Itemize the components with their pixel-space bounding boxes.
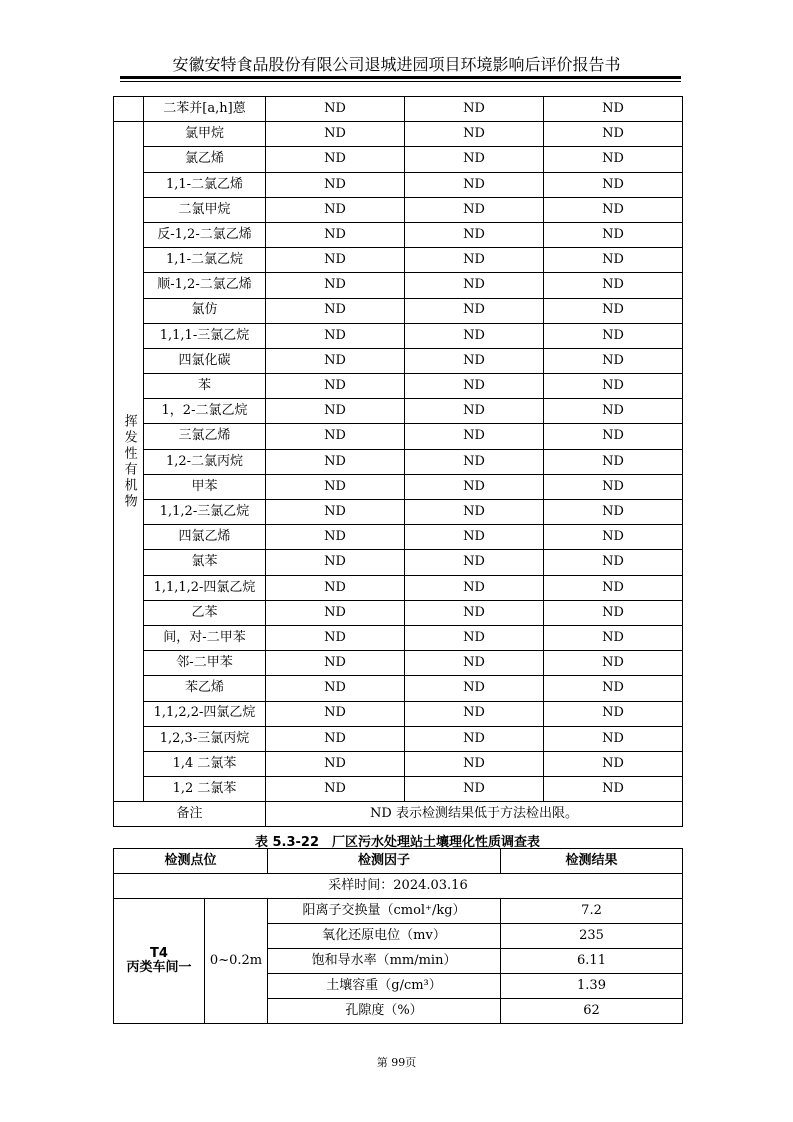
compound-name: 四氯乙烯 (144, 525, 266, 550)
result-cell: ND (544, 625, 683, 650)
result-cell: ND (266, 97, 405, 122)
result-cell: ND (405, 726, 544, 751)
result-cell: ND (544, 172, 683, 197)
compound-name: 二苯并[a,h]蒽 (144, 97, 266, 122)
result-cell: ND (405, 424, 544, 449)
compound-name: 邻-二甲苯 (144, 651, 266, 676)
table-row (114, 676, 683, 701)
result-cell: ND (266, 500, 405, 525)
compound-name: 二氯甲烷 (144, 197, 266, 222)
result-cell: ND (405, 751, 544, 776)
factor-name: 阳离子交换量（cmol⁺/kg） (268, 899, 501, 924)
compound-name: 三氯乙烯 (144, 424, 266, 449)
header-result: 检测结果 (501, 849, 683, 874)
table-row (114, 899, 683, 924)
result-cell: ND (544, 248, 683, 273)
compound-name: 氯苯 (144, 550, 266, 575)
sampling-point-cell (114, 899, 205, 1024)
result-cell: ND (405, 273, 544, 298)
result-cell: ND (266, 147, 405, 172)
result-cell: ND (544, 399, 683, 424)
compound-name: 1,1,1-三氯乙烷 (144, 323, 266, 348)
result-cell: ND (266, 777, 405, 802)
point-name: 丙类车间一 (126, 960, 192, 975)
page-number: 第 99页 (376, 1056, 417, 1069)
compound-name: 氯甲烷 (144, 122, 266, 147)
group-cell-empty (114, 97, 144, 122)
result-cell: ND (544, 97, 683, 122)
result-cell: ND (405, 122, 544, 147)
document-header-title: 安徽安特食品股份有限公司退城进园项目环境影响后评价报告书 (172, 55, 621, 74)
result-cell: ND (266, 298, 405, 323)
result-cell: ND (405, 550, 544, 575)
result-cell: ND (266, 323, 405, 348)
table-row (114, 222, 683, 247)
factor-result: 6.11 (501, 949, 683, 974)
result-cell: ND (405, 348, 544, 373)
result-cell: ND (266, 248, 405, 273)
result-cell: ND (544, 676, 683, 701)
result-cell: ND (405, 147, 544, 172)
result-cell: ND (405, 474, 544, 499)
table-row (114, 726, 683, 751)
result-cell: ND (405, 248, 544, 273)
result-cell: ND (405, 777, 544, 802)
compound-name: 乙苯 (144, 600, 266, 625)
result-cell: ND (544, 122, 683, 147)
table-row (114, 273, 683, 298)
compound-name: 苯 (144, 374, 266, 399)
header-point: 检测点位 (114, 849, 268, 874)
result-cell: ND (266, 600, 405, 625)
result-cell: ND (266, 172, 405, 197)
result-cell: ND (266, 122, 405, 147)
result-cell: ND (266, 525, 405, 550)
factor-result: 1.39 (501, 974, 683, 999)
result-cell: ND (405, 449, 544, 474)
header-factor: 检测因子 (268, 849, 501, 874)
table-row (114, 474, 683, 499)
compound-name: 四氯化碳 (144, 348, 266, 373)
result-cell: ND (544, 550, 683, 575)
result-cell: ND (266, 399, 405, 424)
factor-name: 土壤容重（g/cm³） (268, 974, 501, 999)
result-cell: ND (544, 751, 683, 776)
table-row (114, 97, 683, 122)
table-row (114, 625, 683, 650)
table-row (114, 399, 683, 424)
result-cell: ND (266, 348, 405, 373)
result-cell: ND (405, 575, 544, 600)
result-cell: ND (544, 273, 683, 298)
compound-name: 1,2,3-三氯丙烷 (144, 726, 266, 751)
table-row (114, 348, 683, 373)
result-cell: ND (266, 424, 405, 449)
point-code: T4 (150, 945, 168, 961)
table-row (114, 751, 683, 776)
sampling-time-row (114, 874, 683, 899)
compound-name: 1,2-二氯丙烷 (144, 449, 266, 474)
compound-name: 1,1-二氯乙烷 (144, 248, 266, 273)
table-row (114, 701, 683, 726)
header-rule-thick (120, 76, 681, 79)
result-cell: ND (544, 777, 683, 802)
compound-name: 1,1,2,2-四氯乙烷 (144, 701, 266, 726)
factor-name: 氧化还原电位（mv） (268, 924, 501, 949)
result-cell: ND (544, 651, 683, 676)
result-cell: ND (544, 323, 683, 348)
result-cell: ND (544, 474, 683, 499)
table-row (114, 197, 683, 222)
compound-name: 反-1,2-二氯乙烯 (144, 222, 266, 247)
result-cell: ND (266, 222, 405, 247)
result-cell: ND (266, 197, 405, 222)
table-row (114, 248, 683, 273)
note-label: 备注 (114, 802, 266, 827)
result-cell: ND (405, 625, 544, 650)
result-cell: ND (544, 222, 683, 247)
result-cell: ND (405, 500, 544, 525)
result-cell: ND (266, 751, 405, 776)
table-header-row (114, 849, 683, 874)
result-cell: ND (405, 399, 544, 424)
result-cell: ND (544, 197, 683, 222)
factor-name: 孔隙度（%） (268, 999, 501, 1024)
result-cell: ND (266, 625, 405, 650)
result-cell: ND (266, 374, 405, 399)
result-cell: ND (544, 147, 683, 172)
compound-name: 顺-1,2-二氯乙烯 (144, 273, 266, 298)
result-cell: ND (544, 298, 683, 323)
compound-name: 1,1,1,2-四氯乙烷 (144, 575, 266, 600)
result-cell: ND (266, 273, 405, 298)
result-cell: ND (405, 222, 544, 247)
result-cell: ND (266, 575, 405, 600)
result-cell: ND (405, 525, 544, 550)
table-row (114, 651, 683, 676)
compound-name: 氯仿 (144, 298, 266, 323)
group-label: 挥发性有机物 (121, 413, 137, 510)
table-row (114, 449, 683, 474)
result-cell: ND (544, 500, 683, 525)
table-row (114, 323, 683, 348)
result-cell: ND (405, 323, 544, 348)
compound-name: 1,4 二氯苯 (144, 751, 266, 776)
table-row (114, 575, 683, 600)
factor-result: 62 (501, 999, 683, 1024)
result-cell: ND (266, 701, 405, 726)
table-caption: 表 5.3-22 厂区污水处理站土壤理化性质调查表 (254, 835, 541, 850)
sampling-depth: 0~0.2m (205, 899, 268, 1024)
table-row (114, 525, 683, 550)
result-cell: ND (405, 374, 544, 399)
table-row (114, 147, 683, 172)
factor-name: 饱和导水率（mm/min） (268, 949, 501, 974)
result-cell: ND (405, 676, 544, 701)
result-cell: ND (405, 651, 544, 676)
table-row (114, 500, 683, 525)
result-cell: ND (405, 97, 544, 122)
voc-results-table (113, 96, 683, 827)
result-cell: ND (544, 575, 683, 600)
table-row (114, 172, 683, 197)
header-rule-thin (120, 81, 681, 82)
result-cell: ND (544, 449, 683, 474)
factor-result: 235 (501, 924, 683, 949)
table-row (114, 122, 683, 147)
result-cell: ND (544, 726, 683, 751)
result-cell: ND (266, 449, 405, 474)
table-row (114, 600, 683, 625)
note-row (114, 802, 683, 827)
result-cell: ND (544, 701, 683, 726)
result-cell: ND (544, 600, 683, 625)
group-label-cell (114, 122, 144, 802)
result-cell: ND (544, 348, 683, 373)
table-row (114, 374, 683, 399)
compound-name: 间，对-二甲苯 (144, 625, 266, 650)
compound-name: 苯乙烯 (144, 676, 266, 701)
sampling-time: 采样时间：2024.03.16 (114, 874, 683, 899)
compound-name: 1,1,2-三氯乙烷 (144, 500, 266, 525)
compound-name: 氯乙烯 (144, 147, 266, 172)
table-row (114, 424, 683, 449)
result-cell: ND (544, 525, 683, 550)
note-text: ND 表示检测结果低于方法检出限。 (266, 802, 683, 827)
result-cell: ND (266, 651, 405, 676)
soil-properties-table (113, 848, 683, 1024)
compound-name: 1，2-二氯乙烷 (144, 399, 266, 424)
compound-name: 甲苯 (144, 474, 266, 499)
result-cell: ND (544, 424, 683, 449)
result-cell: ND (266, 550, 405, 575)
result-cell: ND (405, 197, 544, 222)
result-cell: ND (405, 701, 544, 726)
result-cell: ND (266, 676, 405, 701)
result-cell: ND (405, 172, 544, 197)
result-cell: ND (405, 298, 544, 323)
result-cell: ND (266, 726, 405, 751)
result-cell: ND (266, 474, 405, 499)
factor-result: 7.2 (501, 899, 683, 924)
table-row (114, 298, 683, 323)
table-row (114, 777, 683, 802)
compound-name: 1,1-二氯乙烯 (144, 172, 266, 197)
result-cell: ND (544, 374, 683, 399)
result-cell: ND (405, 600, 544, 625)
table-row (114, 550, 683, 575)
compound-name: 1,2 二氯苯 (144, 777, 266, 802)
